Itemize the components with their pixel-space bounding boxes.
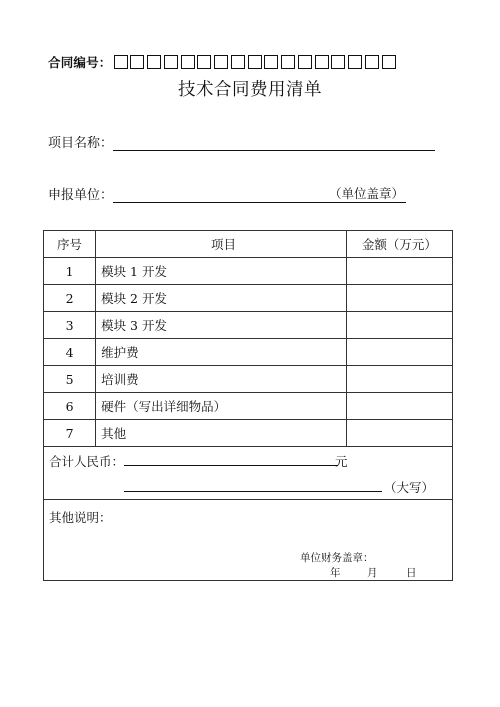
notes-row (44, 500, 453, 581)
notes-cell[interactable] (44, 500, 453, 581)
row-item: 维护费 (96, 339, 347, 366)
row-amount-field[interactable] (346, 420, 452, 447)
contract-number-box[interactable] (181, 55, 195, 69)
applicant-label: 申报单位： (48, 188, 114, 203)
date-day: 日 (406, 567, 417, 579)
table-row (44, 339, 453, 366)
table-row (44, 285, 453, 312)
row-item: 培训费 (96, 366, 347, 393)
contract-number-label: 合同编号： (48, 55, 112, 70)
row-number: 1 (44, 258, 96, 285)
total-row (44, 447, 453, 500)
contract-number-box[interactable] (382, 55, 396, 69)
row-number: 3 (44, 312, 96, 339)
project-name-row (48, 132, 435, 151)
contract-number-box[interactable] (264, 55, 278, 69)
table-row (44, 366, 453, 393)
row-amount-field[interactable] (346, 285, 452, 312)
row-number: 5 (44, 366, 96, 393)
contract-number-box[interactable] (231, 55, 245, 69)
contract-number-box[interactable] (365, 55, 379, 69)
row-amount-field[interactable] (346, 366, 452, 393)
row-amount-field[interactable] (346, 339, 452, 366)
notes-label: 其他说明： (49, 510, 112, 525)
row-item: 模块 2 开发 (96, 285, 347, 312)
row-item: 模块 3 开发 (96, 312, 347, 339)
project-name-field[interactable] (113, 136, 435, 151)
table-row (44, 393, 453, 420)
header-amount: 金额（万元） (346, 231, 452, 258)
table-row (44, 312, 453, 339)
row-number: 4 (44, 339, 96, 366)
table-header-row (44, 231, 453, 258)
header-number: 序号 (44, 231, 96, 258)
row-amount-field[interactable] (346, 312, 452, 339)
contract-number-box[interactable] (331, 55, 345, 69)
date-month: 月 (367, 567, 378, 579)
row-number: 2 (44, 285, 96, 312)
contract-number-box[interactable] (164, 55, 178, 69)
contract-number-box[interactable] (147, 55, 161, 69)
contract-number-box[interactable] (197, 55, 211, 69)
fee-table (43, 230, 453, 581)
row-item: 硬件（写出详细物品） (96, 393, 347, 420)
table-row (44, 258, 453, 285)
contract-number-row (48, 52, 398, 72)
row-amount-field[interactable] (346, 393, 452, 420)
contract-number-box[interactable] (214, 55, 228, 69)
contract-number-box[interactable] (281, 55, 295, 69)
contract-number-boxes[interactable] (114, 55, 399, 69)
total-label: 合计人民币： (49, 454, 125, 469)
table-row (44, 420, 453, 447)
contract-number-box[interactable] (130, 55, 144, 69)
total-uppercase-field[interactable] (124, 491, 382, 492)
row-amount-field[interactable] (346, 258, 452, 285)
row-item: 模块 1 开发 (96, 258, 347, 285)
contract-number-box[interactable] (348, 55, 362, 69)
total-unit: 元 (335, 454, 348, 469)
header-item: 项目 (96, 231, 347, 258)
contract-number-box[interactable] (315, 55, 329, 69)
document-title: 技术合同费用清单 (178, 80, 322, 100)
total-amount-field[interactable] (124, 465, 338, 466)
total-cell (44, 447, 453, 500)
row-number: 6 (44, 393, 96, 420)
applicant-seal-note: （单位盖章） (321, 184, 406, 203)
contract-number-box[interactable] (114, 55, 128, 69)
applicant-row (48, 184, 406, 203)
applicant-field[interactable] (113, 188, 321, 203)
contract-number-box[interactable] (248, 55, 262, 69)
row-item: 其他 (96, 420, 347, 447)
project-name-label: 项目名称： (48, 136, 114, 151)
contract-number-box[interactable] (298, 55, 312, 69)
total-uppercase-note: （大写） (384, 480, 435, 495)
finance-seal-label: 单位财务盖章： (300, 552, 374, 564)
date-year: 年 (330, 567, 341, 579)
row-number: 7 (44, 420, 96, 447)
